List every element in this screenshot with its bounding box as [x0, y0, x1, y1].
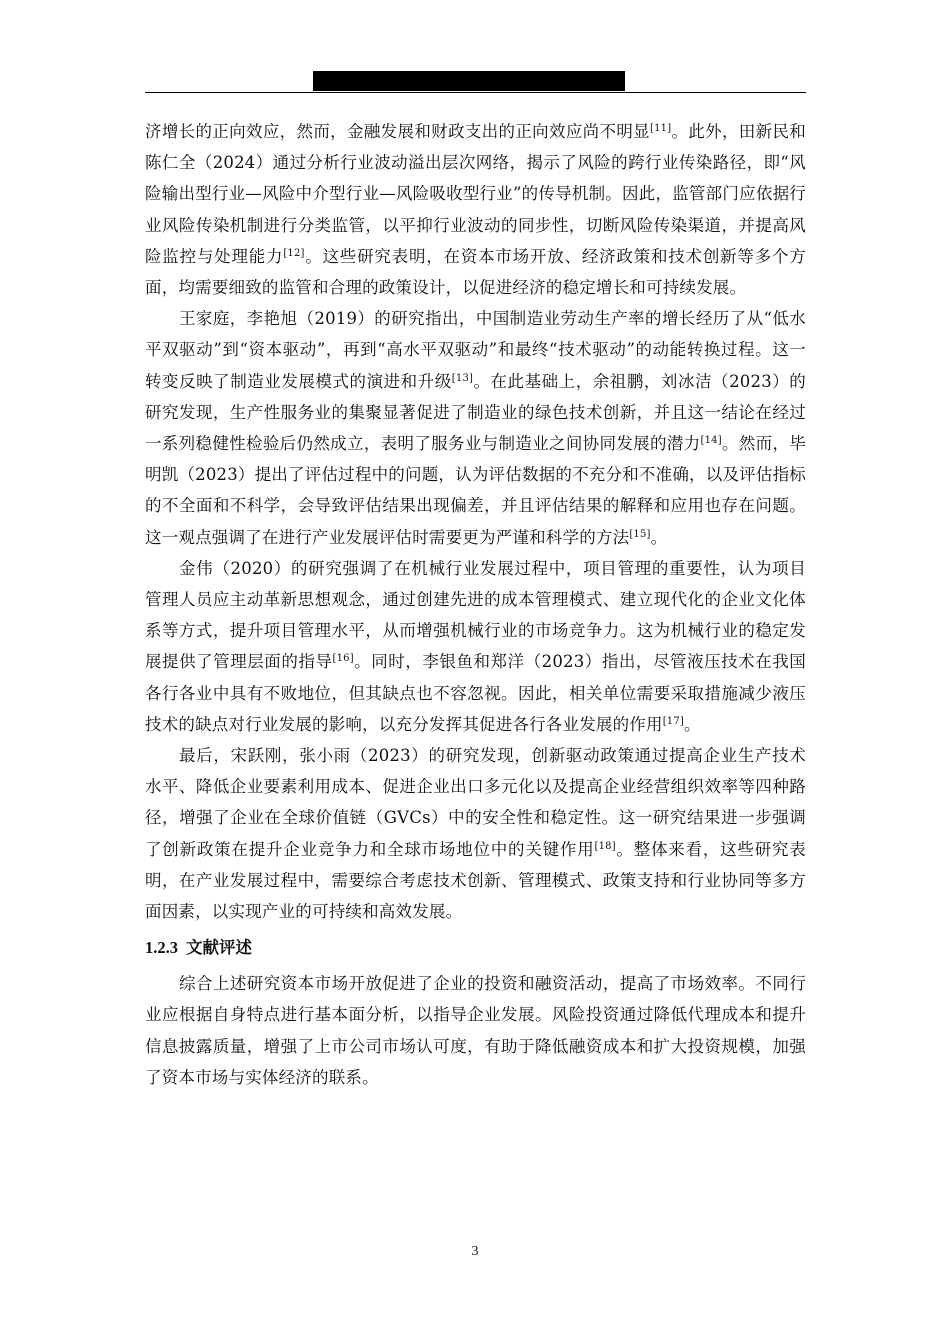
citation-ref: [11]	[650, 123, 672, 134]
section-number: 1.2.3	[145, 938, 178, 958]
header-rule	[145, 92, 806, 93]
citation-ref: [16]	[332, 653, 354, 665]
paragraph-text: 。	[650, 527, 668, 547]
citation-ref: [18]	[594, 840, 616, 852]
header-redacted-bar	[313, 71, 625, 91]
paragraph	[145, 303, 806, 553]
paragraph-text: 。	[684, 714, 701, 734]
paragraph-text: 。此外，田新民和陈仁全（2024）通过分析行业波动溢出层次网络，揭示了风险的跨行业传染路径，即“风险输出型行业—风险中介型行业—风险吸收型行业”的传导机制。因此，监管部门应依据行业风险传染机制进行分类监管，以平抑行业波动的同步性，切断风险传染渠道，并提高风险监控与处理能力	[145, 122, 806, 266]
paragraph-text: 。同时，李银鱼和郑洋（2023）指出，尽管液压技术在我国各行各业中具有不败地位，但其缺点也不容忽视。因此，相关单位需要采取措施减少液压技术的缺点对行业发展的影响，以充分发挥其促进各行各业发展的作用	[145, 652, 806, 734]
paragraph	[145, 740, 806, 927]
paragraph-text: 王家庭，李艳旭（2019）的研究指出，中国制造业劳动生产率的增长经历了从“低水平双驱动”到“资本驱动”，再到“高水平双驱动”和最终“技术驱动”的动能转换过程。这一转变反映了制造业发展模式的演进和升级	[145, 309, 806, 391]
citation-ref: [15]	[629, 528, 651, 540]
citation-ref: [14]	[700, 435, 722, 447]
paragraph	[145, 116, 806, 303]
paragraph-text: 济增长的正向效应，然而，金融发展和财政支出的正向效应尚不明显	[145, 122, 650, 141]
paragraph-text: 金伟（2020）的研究强调了在机械行业发展过程中，项目管理的重要性，认为项目管理人员应主动革新思想观念，通过创建先进的成本管理模式、建立现代化的企业文化体系等方式，提升项目管理水平，从而增强机械行业的市场竞争力。这为机械行业的稳定发展提供了管理层面的指导	[145, 558, 806, 672]
section-title: 文献评述	[186, 938, 252, 958]
paragraph-text: 最后，宋跃刚，张小雨（2023）的研究发现，创新驱动政策通过提高企业生产技术水平、降低企业要素利用成本、促进企业出口多元化以及提高企业经营组织效率等四种路径，增强了企业在全球价值链（GVCs）中的安全性和稳定性。这一研究结果进一步强调了创新政策在提升企业竞争力和全球市场地位中的关键作用	[145, 746, 806, 859]
page-body	[145, 116, 806, 1093]
paragraph-text: 。这些研究表明，在资本市场开放、经济政策和技术创新等多个方面，均需要细致的监管和合理的政策设计，以促进经济的稳定增长和可持续发展。	[145, 246, 806, 298]
literature-paragraphs	[145, 116, 806, 927]
citation-ref: [17]	[662, 715, 685, 727]
citation-ref: [13]	[451, 372, 474, 384]
review-paragraph: 综合上述研究资本市场开放促进了企业的投资和融资活动，提高了市场效率。不同行业应根据自身特点进行基本面分析，以指导企业发展。风险投资通过降低代理成本和提升信息披露质量，增强了上市公司市场认可度，有助于降低融资成本和扩大投资规模，加强了资本市场与实体经济的联系。	[145, 974, 806, 1087]
section-heading	[145, 933, 806, 963]
citation-ref: [12]	[283, 247, 305, 259]
page-number: 3	[471, 1244, 479, 1259]
paragraph-text: 。然而，毕明凯（2023）提出了评估过程中的问题，认为评估数据的不充分和不准确，以及评估指标的不全面和不科学，会导致评估结果出现偏差，并且评估结果的解释和应用也存在问题。这一观点强调了在进行产业发展评估时需要更为严谨和科学的方法	[145, 434, 806, 547]
paragraph-text: 。在此基础上，余祖鹏，刘冰洁（2023）的研究发现，生产性服务业的集聚显著促进了制造业的绿色技术创新，并且这一结论在经过一系列稳健性检验后仍然成立，表明了服务业与制造业之间协同发展的潜力	[145, 371, 806, 454]
paragraph-text: 。整体来看，这些研究表明，在产业发展过程中，需要综合考虑技术创新、管理模式、政策支持和行业协同等多方面因素，以实现产业的可持续和高效发展。	[145, 839, 806, 922]
paragraph	[145, 553, 806, 740]
